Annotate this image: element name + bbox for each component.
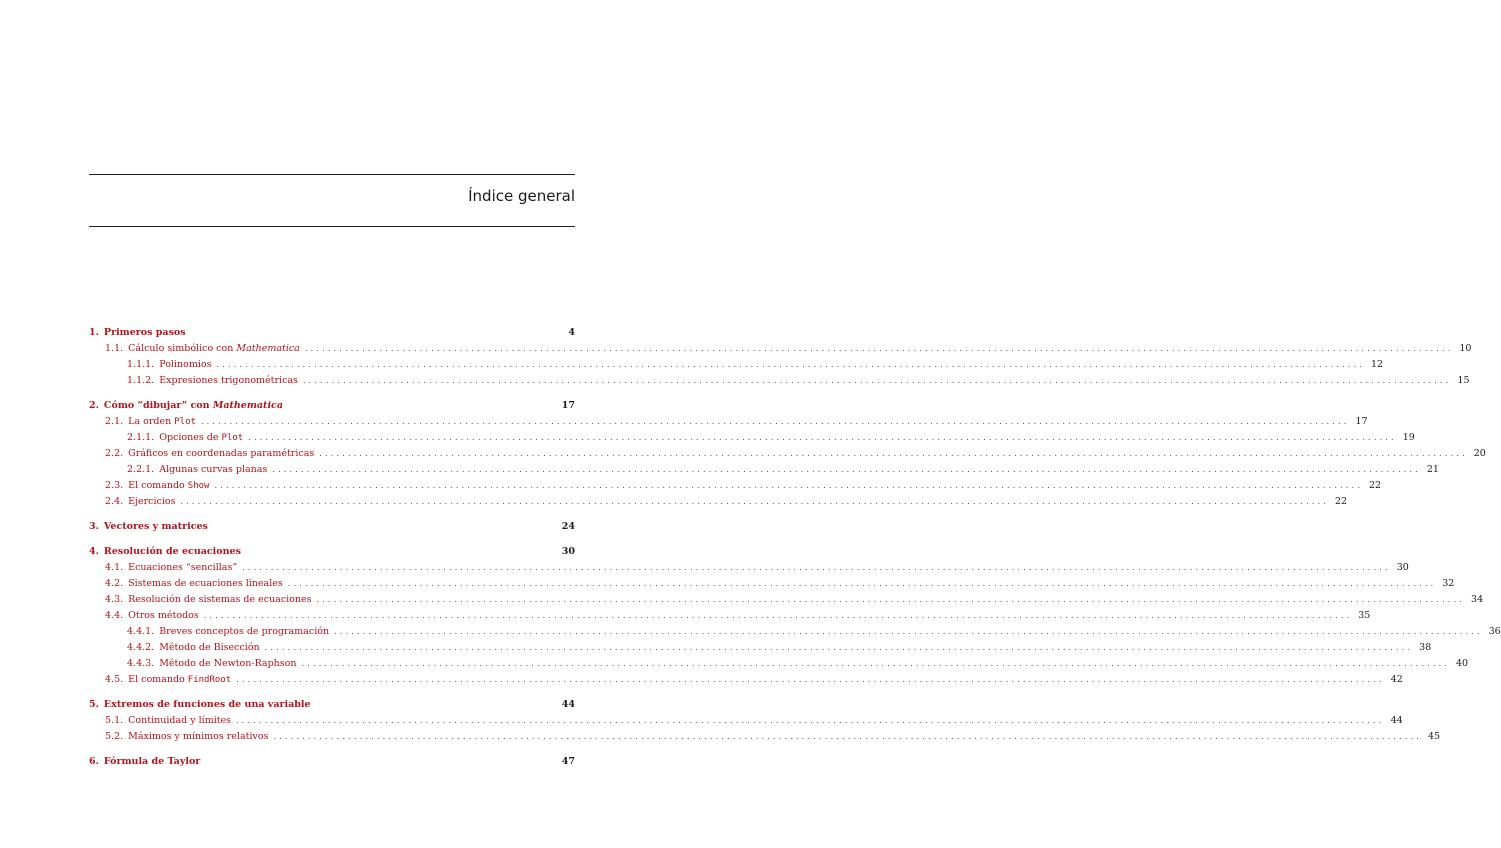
toc-entry-page: 17 [561,400,575,411]
toc-entry-title: Gráficos en coordenadas paramétricas [128,448,315,459]
toc-entry-page: 22 [1335,496,1348,507]
toc-section-entry[interactable] [89,592,1484,608]
toc-entry-title: Método de Newton-Raphson [159,658,297,669]
toc-entry-title-italic: Mathematica [212,400,283,411]
toc-entry-number: 2.1.1. [127,432,155,443]
toc-entry-page: 4 [568,327,575,338]
toc-entry-title: Otros métodos [128,610,199,621]
toc-entry-title: Breves conceptos de programación [159,626,330,637]
toc-entry-number: 5.2. [105,731,124,742]
toc-entry-page: 38 [1419,642,1432,653]
toc-entry-number: 1.1.2. [127,375,155,386]
toc-entry-title: Resolución de sistemas de ecuaciones [128,594,312,605]
table-of-contents [89,325,1501,770]
toc-entry-title: Sistemas de ecuaciones lineales [128,578,283,589]
toc-entry-title: Método de Bisección [159,642,260,653]
toc-section-entry[interactable] [89,341,1472,357]
toc-entry-number: 4.2. [105,578,124,589]
chapter-gap [89,535,575,544]
toc-dot-leader: ........................................................................................................................................................................................................ [272,465,1421,474]
toc-entry-number: 1.1.1. [127,359,155,370]
toc-entry-page: 34 [1471,594,1484,605]
toc-section-entry[interactable] [89,672,1403,688]
toc-entry-page: 24 [561,521,575,532]
toc-dot-leader: ........................................................................................................................................................................................................ [248,433,1397,442]
toc-entry-title: Extremos de funciones de una variable [103,699,311,710]
toc-dot-leader: ........................................................................................................................................................................................................ [236,716,1385,725]
toc-subsection-entry[interactable] [89,430,1415,446]
toc-section-entry[interactable] [89,414,1368,430]
chapter-gap [89,688,575,697]
toc-entry-page: 30 [561,546,575,557]
toc-entry-page: 44 [561,699,575,710]
toc-entry-title: Vectores y matrices [103,521,208,532]
toc-entry-page: 40 [1456,658,1469,669]
toc-chapter-entry[interactable] [89,325,575,341]
toc-subsection-entry[interactable] [89,373,1470,389]
toc-entry-number: 1. [89,327,99,338]
toc-entry-title: Máximos y mínimos relativos [128,731,269,742]
chapter-gap [89,389,575,398]
toc-entry-number: 5.1. [105,715,124,726]
toc-chapter-entry[interactable] [89,697,575,713]
toc-entry-title: Ecuaciones “sencillas” [128,562,238,573]
toc-dot-leader: ........................................................................................................................................................................................................ [316,595,1466,604]
toc-entry-number: 3. [89,521,99,532]
toc-entry-number: 6. [89,756,99,767]
toc-entry-title: El comando FindRoot [128,674,232,685]
chapter-gap [89,510,575,519]
toc-entry-title: La orden Plot [128,416,196,427]
toc-dot-leader: ........................................................................................................................................................................................................ [200,417,1350,426]
toc-dot-leader: ........................................................................................................................................................................................................ [273,732,1423,741]
toc-entry-title: Algunas curvas planas [159,464,268,475]
toc-entry-number: 2. [89,400,99,411]
toc-chapter-entry[interactable] [89,754,575,770]
toc-entry-title: Cómo “dibujar” con Mathematica [103,400,283,411]
toc-entry-title: El comando Show [128,480,210,491]
toc-entry-page: 30 [1396,562,1409,573]
toc-entry-title-code: FindRoot [187,675,232,685]
toc-entry-page: 36 [1488,626,1501,637]
toc-entry-number: 4.4.1. [127,626,155,637]
toc-entry-title: Opciones de Plot [159,432,244,443]
toc-entry-number: 2.4. [105,496,124,507]
toc-entry-title: Polinomios [159,359,212,370]
toc-entry-page: 35 [1358,610,1371,621]
toc-dot-leader: ........................................................................................................................................................................................................ [203,611,1353,620]
bottom-rule [89,226,575,227]
toc-entry-number: 2.3. [105,480,124,491]
toc-dot-leader: ........................................................................................................................................................................................................ [242,563,1391,572]
toc-entry-page: 21 [1426,464,1439,475]
toc-dot-leader: ........................................................................................................................................................................................................ [319,449,1468,458]
toc-entry-number: 2.2.1. [127,464,155,475]
chapter-gap [89,745,575,754]
toc-entry-page: 42 [1390,674,1403,685]
toc-subsection-entry[interactable] [89,624,1501,640]
toc-entry-page: 22 [1368,480,1382,491]
toc-entry-page: 10 [1459,343,1472,354]
page-title: Índice general [468,187,575,205]
top-rule [89,174,575,175]
toc-entry-number: 4.5. [105,674,124,685]
toc-dot-leader: ........................................................................................................................................................................................................ [264,643,1414,652]
toc-entry-number: 4.1. [105,562,124,573]
toc-entry-page: 17 [1355,416,1368,427]
toc-entry-number: 1.1. [105,343,124,354]
toc-entry-title: Resolución de ecuaciones [103,546,241,557]
toc-entry-number: 4.4. [105,610,124,621]
toc-section-entry[interactable] [89,608,1371,624]
toc-entry-title-code: Plot [221,433,244,443]
toc-entry-number: 5. [89,699,99,710]
toc-entry-page: 19 [1402,432,1415,443]
toc-section-entry[interactable] [89,494,1348,510]
toc-dot-leader: ........................................................................................................................................................................................................ [301,659,1451,668]
toc-entry-title-code: Plot [174,417,196,427]
toc-entry-title: Continuidad y límites [128,715,232,726]
toc-entry-number: 2.1. [105,416,124,427]
toc-entry-title: Primeros pasos [103,327,186,338]
toc-entry-number: 4. [89,546,99,557]
toc-subsection-entry[interactable] [89,656,1469,672]
toc-entry-page: 45 [1427,731,1441,742]
toc-entry-title: Ejercicios [128,496,176,507]
toc-dot-leader: ........................................................................................................................................................................................................ [180,497,1330,506]
toc-entry-page: 44 [1390,715,1403,726]
toc-dot-leader: ........................................................................................................................................................................................................ [216,360,1366,369]
toc-dot-leader: ........................................................................................................................................................................................................ [304,344,1454,353]
toc-chapter-entry[interactable] [89,398,575,414]
toc-section-entry[interactable] [89,478,1382,494]
toc-entry-number: 4.4.2. [127,642,155,653]
toc-entry-title: Fórmula de Taylor [103,756,201,767]
toc-dot-leader: ........................................................................................................................................................................................................ [214,481,1364,490]
toc-dot-leader: ........................................................................................................................................................................................................ [302,376,1452,385]
toc-entry-title-italic: Mathematica [236,343,300,354]
toc-entry-title: Expresiones trigonométricas [159,375,298,386]
toc-entry-number: 2.2. [105,448,124,459]
toc-section-entry[interactable] [89,446,1486,462]
toc-entry-page: 47 [561,756,575,767]
toc-entry-number: 4.4.3. [127,658,155,669]
toc-entry-page: 15 [1457,375,1470,386]
toc-dot-leader: ........................................................................................................................................................................................................ [334,627,1483,636]
toc-entry-title: Cálculo simbólico con Mathematica [128,343,300,354]
toc-subsection-entry[interactable] [89,462,1439,478]
toc-dot-leader: ........................................................................................................................................................................................................ [287,579,1437,588]
toc-subsection-entry[interactable] [89,357,1384,373]
toc-subsection-entry[interactable] [89,640,1432,656]
toc-chapter-entry[interactable] [89,544,575,560]
toc-entry-page: 20 [1473,448,1486,459]
toc-entry-page: 32 [1442,578,1455,589]
toc-section-entry[interactable] [89,560,1409,576]
toc-dot-leader: ........................................................................................................................................................................................................ [236,675,1385,684]
toc-entry-title-code: Show [187,481,210,491]
toc-entry-page: 12 [1371,359,1384,370]
toc-section-entry[interactable] [89,576,1455,592]
toc-entry-number: 4.3. [105,594,124,605]
toc-section-entry[interactable] [89,713,1403,729]
toc-section-entry[interactable] [89,729,1441,745]
toc-chapter-entry[interactable] [89,519,575,535]
